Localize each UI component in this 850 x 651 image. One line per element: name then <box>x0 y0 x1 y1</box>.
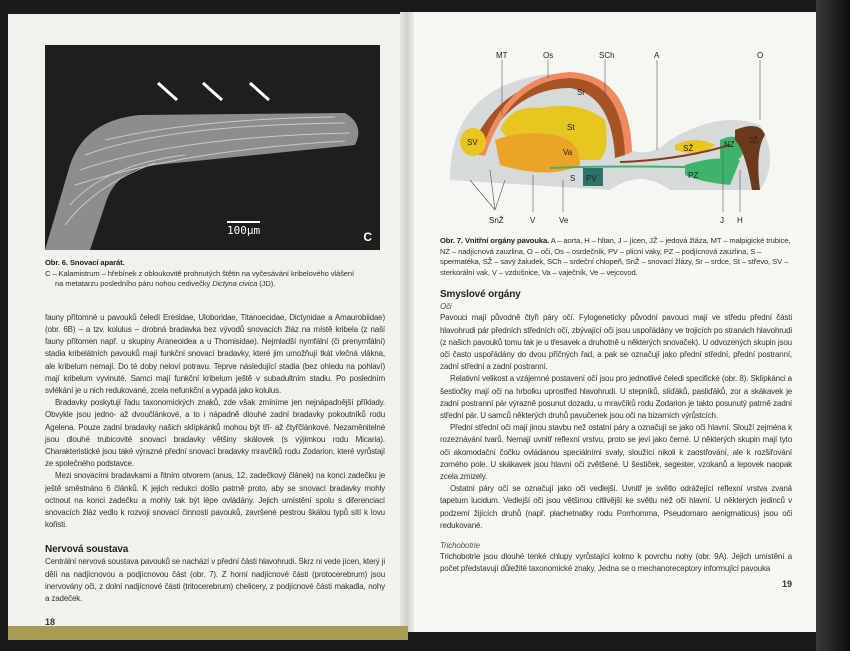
subsection-heading: Oči <box>440 302 452 312</box>
label-Os: Os <box>543 51 554 60</box>
spider-anatomy-diagram <box>440 40 800 230</box>
paragraph: Centrální nervová soustava pavouků se nachází v přední části hlavohrudi. Skrz ni vede jícen, který ji dělí na nadjícnovou a podjícnovou část (obr. 7). Z horní nadjícnové části (protocerebrum) jsou inervovány oči, z dolní nadjícnové části (tritocerebrum) chelicery, z podjícnové části makadla, nohy a zadeček. <box>45 557 385 604</box>
paragraph: Přední střední oči mají jinou stavbu než ostatní páry a označují se jako oči hlavní. Slouží zejména k rozeznávání tvarů. Nemají uvnitř reflexní vrstvu, proto se jeví jako černé. U některých skupin mají tyto oči akomodační čočku ovládanou speciálními svaly, sloužící nikoli k zaostřování, ale k rozšiřování zorného pole. U skákavek jsou hlavní oči zvětšené. U šestiček, segester, vzokanů a lepovek naopak zcela zmizely. <box>440 423 792 482</box>
page-number: 19 <box>781 579 792 590</box>
paragraph: Mezi snovacími bradavkami a řitním otvorem (anus, 12. zadečkový článek) na konci zadečku je ještě směstnáno 6 článků. K jejich redukci došlo patrně proto, aby se snovací bradavky mohly octnout na konci zadečku a mohly tak být lépe ovládány. Jejich umístění spolu s diferenciací snovacích žláz vedlo k rozvoji snovací činnosti pavouků, završené pestrou škálou typů sítí k lovu kořisti. <box>45 471 385 530</box>
paragraph: Bradavky poskytují řadu taxonomických znaků, zde však zmíníme jen nejnápadnější příklady. Obvykle jsou jedno- až dvoučlánkové, a to i nápadně dlouhé zadní bradavky pokoutníků rodu Agelena. Pouze zadní bradavky našich sklípkánků mohou být tří- až čtyřčlánkové. Nezaměnitelné jsou dlouhé trubicovité snovací bradavky většiny skálovek (s výjimkou rodu Micaria). Charakteristické jsou také výrazné přední snovací bradavky mravčíků rodu Zodarion, které vyrůstají ze společného podstavce. <box>45 398 385 469</box>
label-SV: SV <box>467 138 478 147</box>
label-MT: MT <box>496 51 508 60</box>
caption-text: A – aorta, H – hltan, J – jícen, JŽ – jedová žláza, MT – malpigické trubice, NZ – nadjícnová zauzlina, O – oči, Os – osrdečník, PV – plicní vaky, PZ – podjícnová zauzlina, S – spermatéka, SŽ – savý žaludek, SCh – srdeční chlopeň, SnŽ – snovací žlázy, Sr – srdce, St – střevo, SV – sterkorální vak, V – vzdušnice, Va – vaječník, Ve – vejcovod. <box>440 236 791 277</box>
label-St: St <box>567 123 575 132</box>
page-edge-shadow <box>816 0 850 651</box>
right-body-text <box>440 288 792 532</box>
label-S: S <box>570 174 576 183</box>
paragraph: Ostatní páry očí se označují jako oči vedlejší. Uvnitř je světlo odrážející reflexní vrstva zvaná tapetum lucidum. Vedlejší oči jsou většinou citlivější ke světlu než oči hlavní. U některých jedinců v podzemí žijících druhů (např. plachetnatky rodu Porrhomma, Pseudomaro aenigmaticus) jsou oči redukované. <box>440 484 792 530</box>
label-PZ: PZ <box>688 171 699 180</box>
caption-title: Obr. 6. Snovací aparát. <box>45 258 125 267</box>
caption-title: Obr. 7. Vnitřní orgány pavouka. <box>440 236 550 245</box>
subsection-heading: Trichobotrie <box>440 541 480 551</box>
left-page-flow <box>45 258 385 628</box>
label-SCh: SCh <box>599 51 615 60</box>
label-O: O <box>757 51 764 60</box>
caption-line: C – Kalamistrum – hřebínek z obloukovitě prohnutých štětin na vyčesávání kribelového vlášení <box>45 268 355 278</box>
trichobothria-section <box>440 540 792 575</box>
label-A: A <box>654 51 660 60</box>
caption-line: na metatarzu posledního páru nohou cedivečky <box>55 279 213 289</box>
page-number: 18 <box>45 617 56 628</box>
label-SZ: SŽ <box>683 144 694 153</box>
paragraph: Pavouci mají původně čtyři páry očí. Fylogeneticky původní pavouci mají ve středu přední části hlavohrudi pár předních středních očí, zbývající oči jsou uspořádány ve trojicích po stranách hlavohrudi (z našich pavouků tomu tak je u třesavek a druhotně u některých snovaček). U odvozených skupin jsou oči často uspořádány do dvou příčných řad, a pak se označují jako přední střední, přední postranní, zadní střední a zadní postranní. <box>440 313 792 372</box>
section-heading: Smyslové orgány <box>440 289 521 301</box>
panel-label: C <box>363 230 372 244</box>
paragraph: Trichobotrie jsou dlouhé tenké chlupy vyrůstající kolmo k povrchu nohy (obr. 9A). Jejich umístění a počet představují důležité taxonomické znaky. Jedna se o mechanoreceptory informující pavouka <box>440 552 792 574</box>
caption-species: Dictyna civica <box>212 279 258 289</box>
sem-photo-kalamistrum <box>45 45 380 250</box>
caption-line: (JD). <box>257 279 276 289</box>
paragraph: fauny přítomné u pavouků čeledí Eresidae, Uloboridae, Titanoecidae, Dictynidae a Amaurobiidae) (obr. 6B) – a tzv. kolulus – drobná bradavka bez vývodů snovacích žláz na místě kribela (z naší fauny přítomen např. u skupiny Araneoidea a u Thomisidae). Nejmladší nymfální (či prenymfální) stadia kribelátních pavouků mají funkční snovací bradavky, které jim umožňují tkát vlečná vlákna, ale kribelum nemají. Do té doby neloví potravu. Teprve následující stadia (bez ohledu na pohlaví) mají kribelum vyvinuté. Samci mají funkční kribelum ještě v subadultním stadiu. Po posledním svlékání je u nich redukované, zcela nefunkční a vypadá jako kolulus. <box>45 312 385 395</box>
nervous-system-section <box>45 543 385 605</box>
sem-image <box>45 45 380 250</box>
scale-bar: 100µm <box>227 221 260 237</box>
label-NZ: NZ <box>724 140 735 149</box>
label-Ve: Ve <box>559 216 569 225</box>
figure-6-caption <box>45 258 385 290</box>
paragraph: Relativní velikost a vzájemné postavení očí jsou pro jednotlivé čeledi specifické (obr. 8). Sklípkánci a šestiočky mají oči na hrbolku uprostřed hlavohrudi. U stepníků, slíďáků, pasliďáků, zor a skákavek je zadní postranní pár výrazně posunut dozadu, u mravčíků rodu Zodarion je takto posunutý patrně zadní střední pár. U samců některých druhů pavučenek jsou oči na bizarních výrůstcích. <box>440 374 792 420</box>
label-V: V <box>530 216 536 225</box>
label-SnZ: SnŽ <box>489 216 504 225</box>
label-H: H <box>737 216 743 225</box>
book-gutter <box>400 12 414 632</box>
label-JZ: JŽ <box>749 136 758 145</box>
label-Va: Va <box>563 148 573 157</box>
section-heading: Nervová soustava <box>45 544 129 556</box>
label-Sr: Sr <box>577 88 585 97</box>
label-J: J <box>720 216 724 225</box>
left-body-text <box>45 312 385 532</box>
right-page-flow <box>440 236 792 590</box>
figure-7-caption <box>440 236 792 278</box>
label-PV: PV <box>586 174 597 183</box>
